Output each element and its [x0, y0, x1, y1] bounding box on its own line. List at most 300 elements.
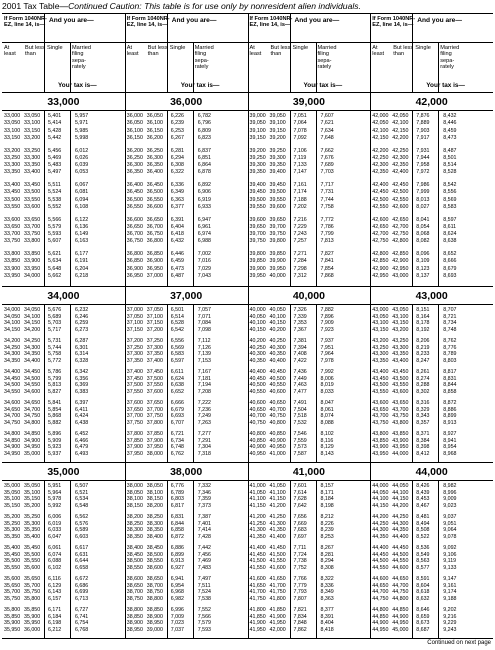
table-cell: 7,298 — [293, 265, 307, 272]
table-cell: 6,658 — [75, 564, 89, 571]
table-cell: 38,600 — [146, 564, 163, 571]
table-cell: 8,041 — [416, 216, 430, 223]
table-cell: 44,700 — [372, 589, 389, 596]
married-separate-tax-values — [75, 607, 88, 633]
at-least-values — [127, 431, 143, 457]
table-cell: 7,958 — [416, 162, 430, 169]
table-cell: 38,300 — [146, 520, 163, 527]
table-cell: 33,150 — [4, 134, 21, 141]
table-cell: 37,750 — [126, 419, 143, 426]
table-cell: 36,550 — [126, 203, 143, 210]
table-cell: 42,100 — [372, 127, 389, 134]
header-divider — [2, 42, 125, 43]
table-cell: 8,206 — [416, 338, 430, 344]
table-cell: 6,012 — [75, 147, 89, 154]
table-cell: 6,149 — [75, 231, 89, 238]
table-cell: 39,150 — [249, 134, 266, 141]
table-cell: 44,200 — [392, 502, 409, 509]
table-cell: 41,900 — [249, 620, 266, 627]
table-cell: 43,400 — [372, 369, 389, 375]
table-cell: 43,550 — [392, 382, 409, 389]
table-cell: 8,624 — [443, 231, 457, 238]
table-cell: 8,157 — [320, 483, 334, 489]
table-cell: 33,350 — [24, 162, 41, 169]
married-separate-tax-values — [443, 483, 456, 509]
table-cell: 6,404 — [170, 223, 185, 230]
table-cell: 6,487 — [170, 272, 185, 279]
table-cell: 41,950 — [269, 620, 286, 627]
at-least-values — [4, 217, 20, 246]
table-cell: 7,456 — [197, 551, 212, 558]
table-cell: 7,821 — [293, 607, 307, 613]
table-cell: 36,150 — [146, 127, 163, 134]
table-cell: 8,151 — [416, 307, 430, 313]
table-cell: 6,713 — [75, 595, 89, 602]
table-cell: 39,750 — [269, 231, 286, 238]
table-cell: 39,850 — [249, 258, 266, 265]
thousand-heading-rule — [248, 110, 371, 111]
table-cell: 6,562 — [75, 514, 89, 520]
married-separate-tax-values — [443, 576, 456, 602]
table-cell: 7,854 — [320, 265, 334, 272]
table-cell: 8,762 — [443, 338, 457, 344]
but-less-than-values — [270, 545, 286, 571]
table-cell: 6,968 — [170, 589, 185, 596]
table-cell: 7,084 — [197, 320, 212, 327]
table-cell: 7,683 — [293, 527, 307, 534]
table-cell: 42,600 — [372, 216, 389, 223]
table-cell: 8,646 — [416, 607, 430, 613]
table-cell: 40,150 — [249, 326, 266, 333]
table-cell: 8,941 — [443, 437, 457, 444]
but-less-than-values — [24, 431, 40, 457]
but-less-than-values — [270, 182, 286, 211]
thousand-heading: 40,000 — [292, 290, 325, 302]
table-cell: 6,699 — [75, 589, 89, 596]
table-cell: 42,650 — [392, 216, 409, 223]
at-least-values — [250, 576, 266, 602]
table-cell: 33,600 — [4, 216, 21, 223]
table-cell: 8,899 — [443, 413, 457, 420]
table-cell: 7,827 — [320, 251, 334, 257]
table-cell: 5,978 — [48, 496, 62, 503]
table-cell: 6,741 — [75, 613, 89, 620]
but-less-than-values — [392, 113, 408, 142]
table-cell: 37,150 — [146, 320, 163, 327]
table-cell: 8,371 — [416, 431, 430, 437]
single-tax-values — [416, 217, 429, 246]
table-cell: 36,700 — [126, 231, 143, 238]
table-cell: 7,326 — [293, 307, 307, 313]
married-separate-tax-values — [321, 182, 334, 211]
table-cell: 8,404 — [320, 620, 334, 627]
table-cell: 39,050 — [269, 113, 286, 119]
title-year: 2001 Tax Table — [2, 1, 60, 11]
table-cell: 6,617 — [75, 545, 89, 551]
table-cell: 43,000 — [392, 272, 409, 279]
single-tax-values — [416, 148, 429, 177]
column-line — [412, 304, 413, 462]
single-tax-values — [171, 545, 184, 571]
table-cell: 44,650 — [392, 576, 409, 582]
but-less-than-values — [392, 514, 408, 540]
column-line — [412, 110, 413, 286]
table-cell: 5,758 — [48, 351, 62, 358]
table-cell: 35,050 — [24, 483, 41, 489]
table-cell: 6,019 — [48, 520, 62, 527]
table-cell: 35,150 — [4, 502, 21, 509]
table-cell: 38,500 — [126, 558, 143, 565]
table-cell: 34,000 — [4, 307, 21, 313]
at-least-values — [127, 307, 143, 333]
married-separate-tax-values — [321, 369, 334, 395]
married-separate-tax-values — [75, 307, 88, 333]
but-less-than-values — [24, 545, 40, 571]
table-cell: 6,383 — [75, 388, 89, 395]
table-cell: 37,650 — [126, 406, 143, 413]
table-cell: 7,106 — [293, 147, 307, 154]
single-tax-values — [416, 545, 429, 571]
table-cell: 42,250 — [392, 147, 409, 154]
table-cell: 44,150 — [372, 502, 389, 509]
table-cell: 7,381 — [293, 338, 307, 344]
table-cell: 40,950 — [269, 444, 286, 451]
table-cell: 42,800 — [392, 238, 409, 245]
but-less-than-values — [270, 307, 286, 333]
table-cell: 33,550 — [4, 203, 21, 210]
table-cell: 37,300 — [146, 344, 163, 351]
table-cell: 40,450 — [269, 369, 286, 375]
at-least-values — [372, 483, 388, 509]
table-cell: 7,566 — [197, 613, 212, 620]
table-cell: 42,500 — [392, 189, 409, 196]
married-separate-tax-values — [443, 148, 456, 177]
table-cell: 9,037 — [443, 514, 457, 520]
table-cell: 7,717 — [320, 182, 334, 188]
table-cell: 7,532 — [293, 419, 307, 426]
header-but-less-than: But less than — [147, 45, 168, 58]
table-cell: 33,700 — [4, 231, 21, 238]
table-cell: 7,511 — [197, 582, 211, 589]
table-cell: 6,666 — [170, 400, 185, 406]
table-cell: 6,493 — [75, 450, 89, 457]
column-line — [438, 110, 439, 286]
married-separate-tax-values — [75, 431, 88, 457]
table-cell: 6,356 — [75, 375, 89, 382]
header-at-least: At least — [249, 45, 262, 58]
table-cell: 37,650 — [146, 400, 163, 406]
married-separate-tax-values — [75, 338, 88, 364]
table-cell: 38,050 — [146, 483, 163, 489]
table-cell: 6,432 — [170, 238, 185, 245]
table-cell: 7,304 — [197, 444, 212, 451]
table-cell: 43,100 — [372, 320, 389, 327]
table-cell: 7,937 — [320, 338, 334, 344]
header-single: Single — [415, 45, 431, 51]
table-cell: 35,450 — [24, 545, 41, 551]
table-cell: 7,614 — [293, 489, 307, 496]
table-cell: 5,985 — [75, 127, 89, 134]
column-block-divider — [248, 14, 249, 638]
table-cell: 33,450 — [24, 182, 41, 188]
table-cell: 40,750 — [269, 413, 286, 420]
table-cell: 6,823 — [197, 134, 212, 141]
single-tax-values — [171, 607, 184, 633]
table-cell: 34,100 — [24, 313, 41, 320]
table-cell: 33,900 — [4, 265, 21, 272]
table-cell: 7,249 — [197, 413, 212, 420]
at-least-values — [4, 369, 20, 395]
table-cell: 35,500 — [24, 551, 41, 558]
table-cell: 5,799 — [48, 375, 62, 382]
table-cell: 35,800 — [4, 607, 21, 613]
table-cell: 34,850 — [4, 437, 21, 444]
table-cell: 7,016 — [197, 258, 212, 265]
table-cell: 39,700 — [269, 223, 286, 230]
table-cell: 40,850 — [249, 437, 266, 444]
header-divider — [125, 42, 248, 43]
table-cell: 38,700 — [146, 582, 163, 589]
table-cell: 38,150 — [146, 496, 163, 503]
table-cell: 39,600 — [249, 216, 266, 223]
table-cell: 35,200 — [4, 514, 21, 520]
table-cell: 37,450 — [146, 369, 163, 375]
table-cell: 43,050 — [392, 307, 409, 313]
table-cell: 39,350 — [249, 169, 266, 176]
single-tax-values — [48, 251, 61, 280]
at-least-values — [250, 217, 266, 246]
at-least-values — [250, 483, 266, 509]
table-cell: 43,700 — [392, 406, 409, 413]
table-cell: 8,844 — [443, 382, 457, 389]
but-less-than-values — [392, 431, 408, 457]
table-cell: 43,950 — [392, 444, 409, 451]
table-cell: 33,650 — [24, 216, 41, 223]
table-cell: 38,450 — [146, 545, 163, 551]
single-tax-values — [48, 431, 61, 457]
table-cell: 7,999 — [416, 189, 430, 196]
table-cell: 8,528 — [443, 169, 457, 176]
table-cell: 6,466 — [75, 437, 89, 444]
but-less-than-values — [270, 148, 286, 177]
table-cell: 8,638 — [443, 238, 457, 245]
table-cell: 7,642 — [293, 502, 307, 509]
but-less-than-values — [392, 483, 408, 509]
table-cell: 35,700 — [4, 589, 21, 596]
table-cell: 6,589 — [75, 527, 89, 534]
but-less-than-values — [270, 251, 286, 280]
table-cell: 7,964 — [320, 351, 334, 358]
table-cell: 34,050 — [24, 307, 41, 313]
table-cell: 6,411 — [75, 406, 88, 413]
table-cell: 36,050 — [146, 113, 163, 119]
table-cell: 38,800 — [126, 607, 143, 613]
table-cell: 8,239 — [320, 527, 334, 534]
single-tax-values — [48, 607, 61, 633]
table-cell: 7,607 — [320, 113, 334, 119]
table-cell: 43,850 — [372, 437, 389, 444]
table-cell: 37,050 — [146, 307, 163, 313]
but-less-than-values — [147, 431, 163, 457]
table-cell: 39,300 — [269, 154, 286, 161]
table-cell: 35,250 — [4, 520, 21, 527]
table-cell: 40,300 — [269, 344, 286, 351]
table-cell: 6,624 — [170, 375, 185, 382]
table-cell: 34,300 — [4, 351, 21, 358]
table-cell: 33,900 — [24, 258, 41, 265]
table-cell: 43,500 — [372, 382, 389, 389]
table-cell: 43,550 — [372, 388, 389, 395]
table-cell: 8,426 — [416, 483, 430, 489]
married-separate-tax-values — [75, 113, 88, 142]
single-tax-values — [416, 182, 429, 211]
table-cell: 39,200 — [249, 147, 266, 154]
at-least-values — [127, 217, 143, 246]
table-cell: 6,328 — [75, 357, 89, 364]
table-cell: 6,363 — [170, 196, 185, 203]
table-cell: 8,707 — [443, 307, 457, 313]
table-cell: 43,900 — [372, 444, 389, 451]
table-cell: 40,300 — [249, 351, 266, 358]
table-cell: 42,700 — [392, 223, 409, 230]
but-less-than-values — [147, 338, 163, 364]
table-cell: 9,216 — [443, 613, 457, 620]
but-less-than-values — [270, 431, 286, 457]
table-cell: 35,100 — [24, 489, 41, 496]
table-cell: 6,074 — [48, 551, 62, 558]
table-cell: 5,909 — [48, 437, 62, 444]
header-if-form: If Form 1040NR-EZ, line 14, is— — [249, 16, 293, 29]
table-cell: 44,500 — [372, 558, 389, 565]
table-cell: 43,450 — [372, 375, 389, 382]
table-cell: 41,250 — [269, 514, 286, 520]
table-cell: 44,550 — [372, 564, 389, 571]
married-separate-tax-values — [321, 338, 334, 364]
table-cell: 34,300 — [24, 344, 41, 351]
table-cell: 6,479 — [75, 444, 89, 451]
table-cell: 33,550 — [24, 196, 41, 203]
table-cell: 42,500 — [372, 196, 389, 203]
single-tax-values — [294, 514, 307, 540]
table-cell: 7,662 — [320, 147, 334, 154]
table-cell: 35,550 — [24, 558, 41, 565]
table-cell: 34,800 — [4, 431, 21, 437]
but-less-than-values — [147, 251, 163, 280]
thousand-heading: 35,000 — [47, 466, 80, 478]
single-tax-values — [294, 431, 307, 457]
header-subcolumn-line — [70, 42, 71, 92]
table-cell: 7,944 — [416, 154, 430, 161]
table-cell: 6,954 — [170, 582, 185, 589]
table-cell: 8,591 — [416, 576, 430, 582]
table-cell: 37,350 — [126, 357, 143, 364]
table-cell: 37,850 — [146, 431, 163, 437]
table-cell: 44,000 — [392, 450, 409, 457]
table-cell: 41,600 — [249, 576, 266, 582]
table-cell: 7,188 — [293, 196, 307, 203]
table-cell: 8,329 — [416, 406, 430, 413]
table-cell: 40,250 — [249, 344, 266, 351]
table-cell: 8,357 — [416, 419, 430, 426]
married-separate-tax-values — [198, 400, 211, 426]
married-separate-tax-values — [198, 607, 211, 633]
table-cell: 8,102 — [320, 431, 334, 437]
table-cell: 7,318 — [197, 450, 212, 457]
table-cell: 37,950 — [146, 444, 163, 451]
column-line — [193, 480, 194, 638]
table-cell: 6,322 — [170, 169, 185, 176]
table-cell: 41,100 — [269, 489, 286, 496]
table-cell: 7,387 — [197, 514, 212, 520]
table-cell: 6,377 — [170, 203, 185, 210]
at-least-values — [127, 251, 143, 280]
table-cell: 7,071 — [197, 313, 212, 320]
table-cell: 6,727 — [75, 607, 89, 613]
table-cell: 42,400 — [392, 169, 409, 176]
table-cell: 5,923 — [48, 444, 62, 451]
table-cell: 41,150 — [249, 502, 266, 509]
table-cell: 33,750 — [4, 238, 21, 245]
table-cell: 40,650 — [249, 406, 266, 413]
table-cell: 5,538 — [48, 196, 62, 203]
single-tax-values — [48, 400, 61, 426]
header-divider — [248, 42, 371, 43]
table-cell: 37,950 — [126, 450, 143, 457]
table-cell: 8,281 — [320, 551, 334, 558]
table-cell: 39,600 — [269, 203, 286, 210]
single-tax-values — [48, 148, 61, 177]
table-cell: 8,418 — [320, 626, 334, 633]
table-cell: 39,400 — [249, 182, 266, 188]
table-cell: 40,400 — [249, 369, 266, 375]
column-line — [438, 304, 439, 462]
table-cell: 7,477 — [293, 388, 307, 395]
column-line — [167, 480, 168, 638]
table-cell: 6,459 — [170, 258, 185, 265]
table-cell: 38,400 — [146, 533, 163, 540]
table-cell: 7,243 — [293, 231, 307, 238]
table-cell: 8,611 — [443, 223, 457, 230]
table-cell: 42,550 — [392, 196, 409, 203]
table-cell: 41,150 — [269, 496, 286, 503]
table-cell: 6,521 — [75, 489, 89, 496]
table-cell: 36,250 — [146, 147, 163, 154]
table-cell: 7,978 — [320, 357, 334, 364]
table-cell: 8,831 — [443, 375, 457, 382]
table-cell: 7,593 — [197, 626, 212, 633]
table-cell: 5,676 — [48, 307, 62, 313]
single-tax-values — [48, 217, 61, 246]
table-cell: 7,271 — [293, 251, 307, 257]
table-cell: 7,133 — [293, 162, 307, 169]
table-cell: 6,534 — [75, 496, 89, 503]
table-cell: 7,587 — [293, 450, 307, 457]
table-cell: 6,163 — [75, 238, 89, 245]
table-cell: 39,800 — [269, 238, 286, 245]
but-less-than-values — [392, 545, 408, 571]
table-cell: 6,707 — [170, 419, 185, 426]
table-cell: 8,487 — [443, 147, 457, 154]
table-cell: 36,900 — [126, 265, 143, 272]
table-cell: 7,346 — [197, 489, 212, 496]
table-cell: 8,886 — [443, 406, 457, 413]
table-cell: 41,800 — [249, 607, 266, 613]
table-cell: 5,442 — [48, 134, 62, 141]
table-cell: 6,913 — [170, 558, 185, 565]
but-less-than-values — [24, 217, 40, 246]
table-cell: 38,950 — [126, 626, 143, 633]
table-cell: 6,342 — [75, 369, 89, 375]
